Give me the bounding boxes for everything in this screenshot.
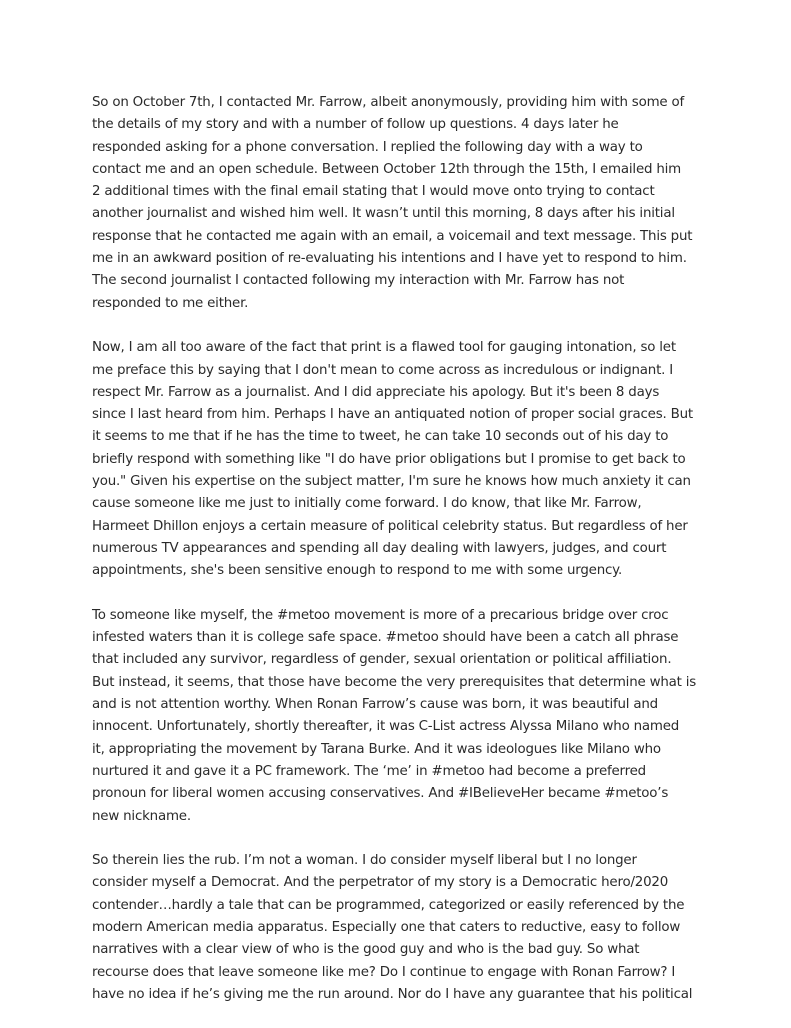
text-line: contender…hardly a tale that can be programmed, categorized or easily referenced by the	[92, 897, 685, 913]
text-line: that included any survivor, regardless of gender, sexual orientation or political affiliation.	[92, 652, 672, 668]
text-line: numerous TV appearances and spending all day dealing with lawyers, judges, and court	[92, 540, 667, 556]
text-line: you." Given his expertise on the subject matter, I'm sure he knows how much anxiety it can	[92, 474, 691, 490]
text-line: responded to me either.	[92, 295, 249, 311]
text-line: since I last heard from him. Perhaps I have an antiquated notion of proper social graces. But	[92, 407, 693, 423]
text-line: it, appropriating the movement by Tarana Burke. And it was ideologues like Milano who	[92, 741, 661, 757]
text-line: To someone like myself, the #metoo movement is more of a precarious bridge over croc	[92, 607, 669, 623]
text-line: Harmeet Dhillon enjoys a certain measure of political celebrity status. But regardless of her	[92, 518, 688, 534]
text-line: So therein lies the rub. I’m not a woman. I do consider myself liberal but I no longer	[92, 853, 637, 869]
text-line: pronoun for liberal women accusing conservatives. And #IBelieveHer became #metoo’s	[92, 786, 669, 802]
text-line: infested waters than it is college safe space. #metoo should have been a catch all phrase	[92, 630, 679, 646]
text-line: responded asking for a phone conversation. I replied the following day with a way to	[92, 139, 643, 155]
paragraph-intonation	[92, 337, 712, 582]
text-line: So on October 7th, I contacted Mr. Farrow, albeit anonymously, providing him with some of	[92, 95, 685, 110]
text-line: have no idea if he’s giving me the run around. Nor do I have any guarantee that his political	[92, 986, 693, 1002]
paragraph-contact-timeline	[92, 92, 712, 315]
paragraph-metoo-movement	[92, 605, 712, 828]
text-line: and is not attention worthy. When Ronan Farrow’s cause was born, it was beautiful and	[92, 697, 658, 713]
text-line: nurtured it and gave it a PC framework. The ‘me’ in #metoo had become a preferred	[92, 763, 646, 779]
text-line: appointments, she's been sensitive enough to respond to me with some urgency.	[92, 563, 623, 579]
text-line: respect Mr. Farrow as a journalist. And I did appreciate his apology. But it's been 8 days	[92, 384, 660, 400]
text-line: 2 additional times with the final email stating that I would move onto trying to contact	[92, 184, 655, 200]
text-line: me preface this by saying that I don't mean to come across as incredulous or indignant. I	[92, 362, 673, 378]
document-body	[92, 92, 712, 1028]
text-line: Now, I am all too aware of the fact that print is a flawed tool for gauging intonation, so let	[92, 340, 676, 356]
text-line: another journalist and wished him well. It wasn’t until this morning, 8 days after his initial	[92, 206, 675, 222]
text-line: consider myself a Democrat. And the perpetrator of my story is a Democratic hero/2020	[92, 875, 669, 891]
paragraph-therein-lies-rub	[92, 850, 712, 1006]
text-line: the details of my story and with a number of follow up questions. 4 days later he	[92, 117, 619, 133]
text-line: The second journalist I contacted following my interaction with Mr. Farrow has not	[92, 273, 625, 289]
text-line: recourse does that leave someone like me? Do I continue to engage with Ronan Farrow? I	[92, 964, 676, 980]
text-line: narratives with a clear view of who is the good guy and who is the bad guy. So what	[92, 942, 640, 958]
text-line: new nickname.	[92, 808, 191, 824]
text-line: it seems to me that if he has the time to tweet, he can take 10 seconds out of his day to	[92, 429, 669, 445]
text-line: contact me and an open schedule. Between October 12th through the 15th, I emailed him	[92, 161, 681, 177]
text-line: But instead, it seems, that those have become the very prerequisites that determine what is	[92, 674, 697, 690]
text-line: briefly respond with something like "I do have prior obligations but I promise to get back to	[92, 451, 686, 467]
text-line: modern American media apparatus. Especially one that caters to reductive, easy to follow	[92, 919, 681, 935]
text-line: innocent. Unfortunately, shortly thereafter, it was C-List actress Alyssa Milano who named	[92, 719, 680, 735]
text-line: response that he contacted me again with an email, a voicemail and text message. This put	[92, 228, 693, 244]
text-line: cause someone like me just to initially come forward. I do know, that like Mr. Farrow,	[92, 496, 642, 512]
text-line: me in an awkward position of re-evaluating his intentions and I have yet to respond to him.	[92, 251, 687, 267]
